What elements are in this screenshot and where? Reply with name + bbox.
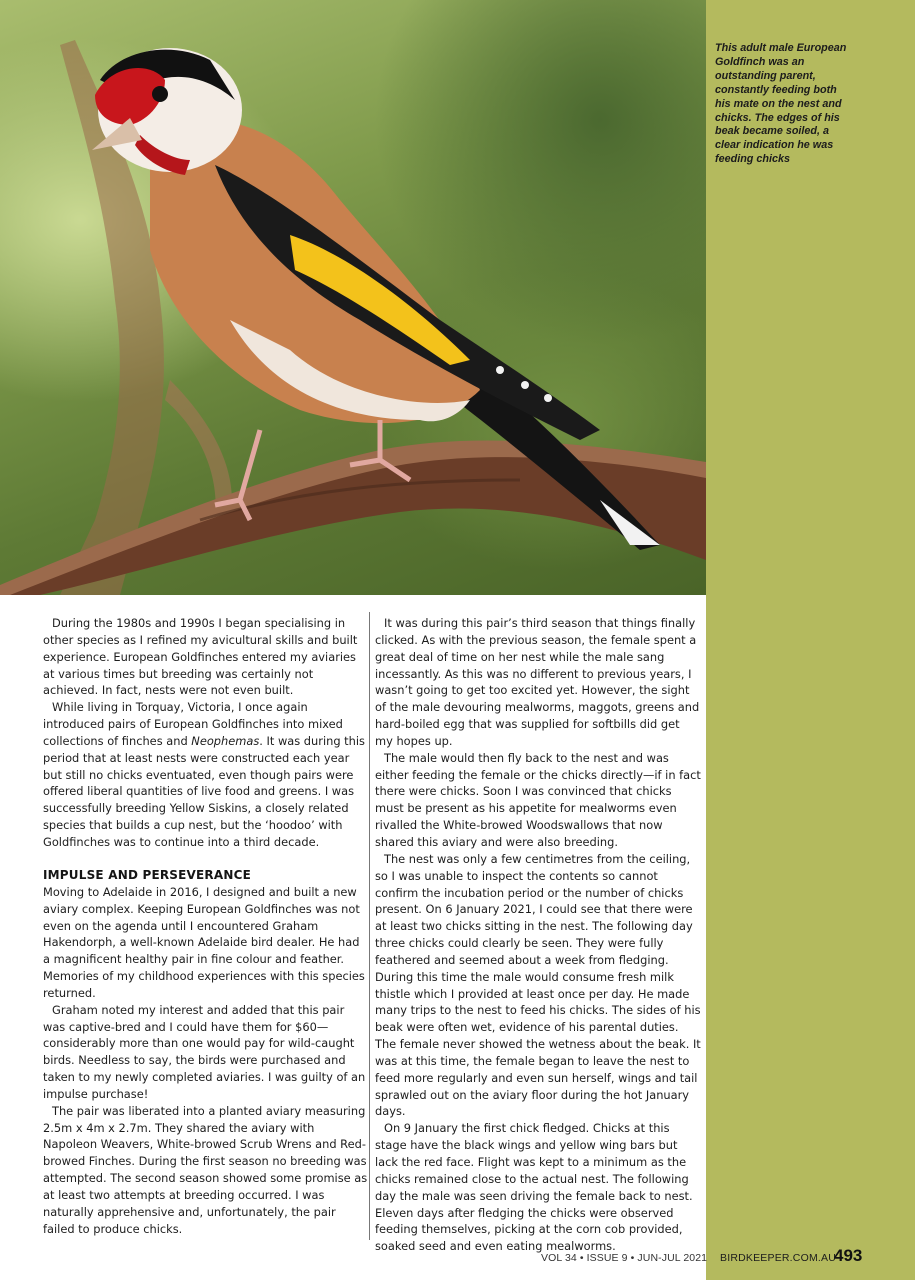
paragraph: The male would then fly back to the nest and was either feeding the female or the chicks directly—if in fact there were chicks. Soon I was convinced that chicks must be present as his appetite for mealworms even rivalled the White-browed Woodswallows that now shared this aviary and were also breeding. <box>375 750 701 849</box>
paragraph: During the 1980s and 1990s I began specialising in other species as I refined my avicultural skills and built experience. European Goldfinches entered my aviaries at various times but breeding was certainly not achieved. In fact, nests were not even built. <box>43 616 358 698</box>
right-column <box>375 615 701 1255</box>
left-column <box>43 615 369 1238</box>
photo-caption: This adult male European Goldfinch was an outstanding parent, constantly feeding both his mate on the nest and chicks. The edges of his beak became soiled, a clear indication he was feeding chicks <box>715 42 847 166</box>
paragraph: The nest was only a few centimetres from the ceiling, so I was unable to inspect the contents so cannot confirm the incubation period or the number of chicks present. On 6 January 2021, I could see that there were at least two chicks sitting in the nest. The following day three chicks could clearly be seen. They were fully feathered and seemed about a week from fledging. During this time the male would consume fresh milk thistle which I provided at least once per day. He made many trips to the nest to feed his chicks. The sides of his beak were often wet, evidence of his parental duties. The female never showed the wetness about the beak. It was at this time, the female began to leave the nest to feed more regularly and even sun herself, wings and tail sprawled out on the aviary floor during the hot January days. <box>375 851 701 1119</box>
section-heading: IMPULSE AND PERSEVERANCE <box>43 867 252 882</box>
paragraph: The pair was liberated into a planted aviary measuring 2.5m x 4m x 2.7m. They shared the aviary with Napoleon Weavers, White-browed Scrub Wrens and Red-browed Finches. During the first season no breeding was attempted. The second season showed some promise as at least two attempts at breeding occurred. I was naturally apprehensive and, unfortunately, the pair failed to produce chicks. <box>43 1103 368 1236</box>
paragraph: On 9 January the first chick fledged. Chicks at this stage have the black wings and yellow wing bars but lack the red face. Flight was kept to a minimum as the chicks remained close to the actual nest. The following day the male was seen driving the female back to nest. Eleven days after fledging the chicks were observed feeding themselves, picking at the corn cob provided, soaked seed and even eating mealworms. <box>375 1121 693 1254</box>
goldfinch-photo <box>0 0 706 595</box>
paragraph-text: While living in Torquay, Victoria, I once again introduced pairs of European Goldfinches into mixed collections of finches and <box>43 700 343 748</box>
paragraph: Graham noted my interest and added that this pair was captive-bred and I could have them for $60—considerably more than one would pay for wild-caught birds. Needless to say, the birds were purchased and taken to my newly completed aviaries. I was guilty of an impulse purchase! <box>43 1002 366 1101</box>
goldfinch-illustration <box>0 0 706 595</box>
paragraph: It was during this pair’s third season that things finally clicked. As with the previous season, the female spent a great deal of time on her nest while the male sang incessantly. As this was no different to previous years, I wasn’t going to get too excited yet. However, the sight of the male devouring mealworms, maggots, greens and hard-boiled egg that was supplied for softbills did get my hopes up. <box>375 616 700 748</box>
issue-info: VOL 34 • ISSUE 9 • JUN-JUL 2021 <box>541 1252 708 1264</box>
paragraph-text: . It was during this period that at least nests were constructed each year but still no chicks eventuated, even though pairs were offered liberal quantities of live food and greens. I was successfully breeding Yellow Siskins, a closely related species that builds a cup nest, but the ‘hoodoo’ with Goldfinches was to continue into a third decade. <box>43 733 365 849</box>
sidebar-panel <box>706 0 915 1280</box>
species-name: Neophemas <box>191 733 260 748</box>
paragraph <box>43 699 369 851</box>
page-number: 493 <box>834 1246 863 1265</box>
column-divider <box>369 612 370 1240</box>
website-link[interactable]: BIRDKEEPER.COM.AU • <box>720 1252 843 1264</box>
paragraph: Moving to Adelaide in 2016, I designed and built a new aviary complex. Keeping European Goldfinches was not even on the agenda until I encountered Graham Hakendorph, a well-known Adelaide bird dealer. He had a magnificent healthy pair in fine colour and feather. Memories of my childhood experiences with this species returned. <box>43 884 365 1000</box>
